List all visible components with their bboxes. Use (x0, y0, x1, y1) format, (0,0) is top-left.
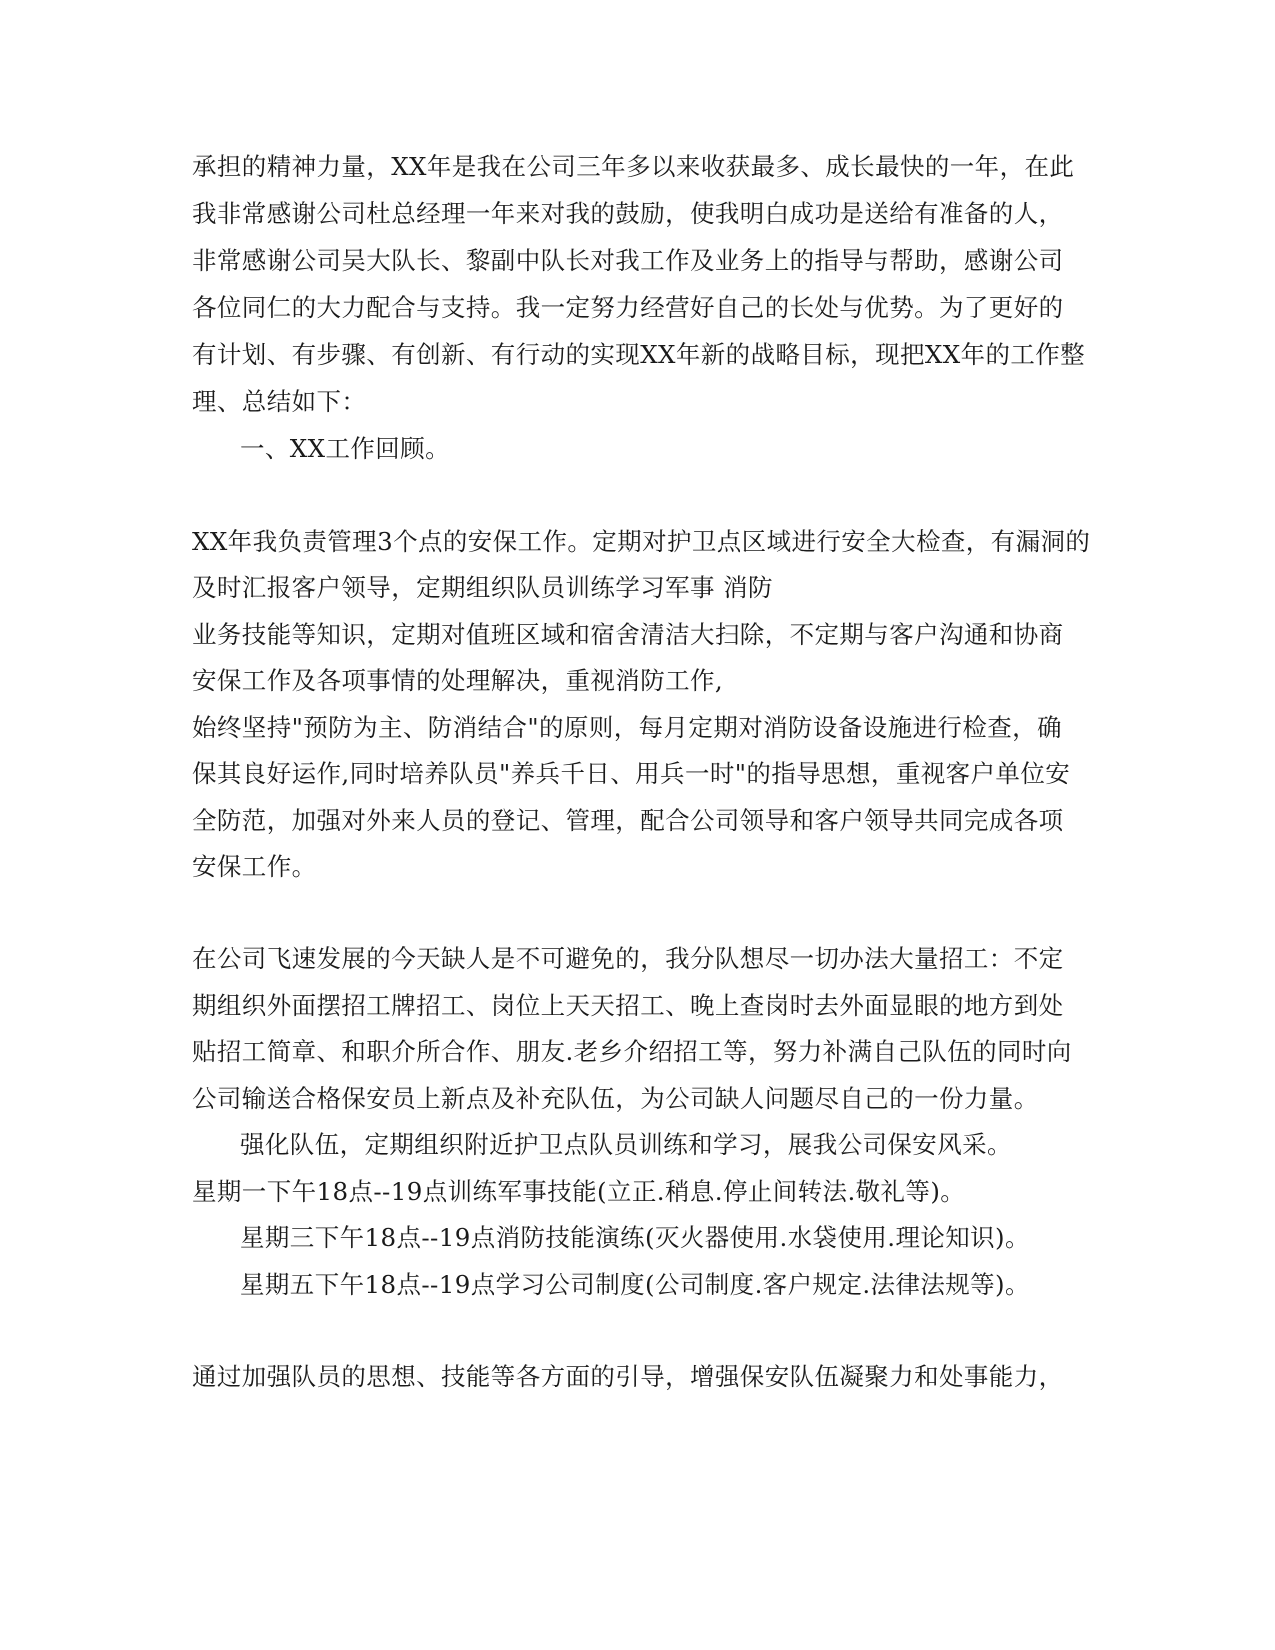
text-line: 保其良好运作,同时培养队员"养兵千日、用兵一时"的指导思想，重视客户单位安 (192, 759, 1071, 788)
text-line: 有计划、有步骤、有创新、有行动的实现XX年新的战略目标，现把XX年的工作整 (192, 340, 1086, 369)
schedule-item: 星期三下午18点--19点消防技能演练(灭火器使用.水袋使用.理论知识)。 (240, 1223, 1030, 1252)
section-heading: 一、XX工作回顾。 (240, 434, 450, 463)
text-line: 我非常感谢公司杜总经理一年来对我的鼓励，使我明白成功是送给有准备的人， (192, 199, 1064, 228)
text-line: 安保工作。 (192, 852, 317, 881)
schedule-item: 星期五下午18点--19点学习公司制度(公司制度.客户规定.法律法规等)。 (240, 1270, 1030, 1299)
text-line: 安保工作及各项事情的处理解决，重视消防工作, (192, 666, 724, 695)
text-line: XX年我负责管理3个点的安保工作。定期对护卫点区域进行安全大检查，有漏洞的 (192, 527, 1091, 556)
text-line: 承担的精神力量，XX年是我在公司三年多以来收获最多、成长最快的一年，在此 (192, 152, 1075, 181)
text-line: 非常感谢公司吴大队长、黎副中队长对我工作及业务上的指导与帮助，感谢公司 (192, 246, 1064, 275)
text-line: 通过加强队员的思想、技能等各方面的引导，增强保安队伍凝聚力和处事能力， (192, 1362, 1064, 1391)
text-line: 及时汇报客户领导，定期组织队员训练学习军事 消防 (192, 573, 773, 602)
text-line: 全防范，加强对外来人员的登记、管理，配合公司领导和客户领导共同完成各项 (192, 806, 1064, 835)
text-line: 贴招工简章、和职介所合作、朋友.老乡介绍招工等，努力补满自己队伍的同时向 (192, 1037, 1072, 1066)
text-line: 公司输送合格保安员上新点及补充队伍，为公司缺人问题尽自己的一份力量。 (192, 1084, 1039, 1113)
text-line: 各位同仁的大力配合与支持。我一定努力经营好自己的长处与优势。为了更好的 (192, 293, 1064, 322)
text-line: 始终坚持"预防为主、防消结合"的原则，每月定期对消防设备设施进行检查，确 (192, 713, 1062, 742)
text-line: 期组织外面摆招工牌招工、岗位上天天招工、晚上查岗时去外面显眼的地方到处 (192, 991, 1064, 1020)
schedule-item: 星期一下午18点--19点训练军事技能(立正.稍息.停止间转法.敬礼等)。 (192, 1177, 966, 1206)
text-line: 理、总结如下： (192, 387, 367, 416)
text-line: 业务技能等知识，定期对值班区域和宿舍清洁大扫除，不定期与客户沟通和协商 (192, 620, 1064, 649)
text-line: 在公司飞速发展的今天缺人是不可避免的，我分队想尽一切办法大量招工：不定 (192, 944, 1064, 973)
text-line: 强化队伍，定期组织附近护卫点队员训练和学习，展我公司保安风采。 (240, 1130, 1012, 1159)
